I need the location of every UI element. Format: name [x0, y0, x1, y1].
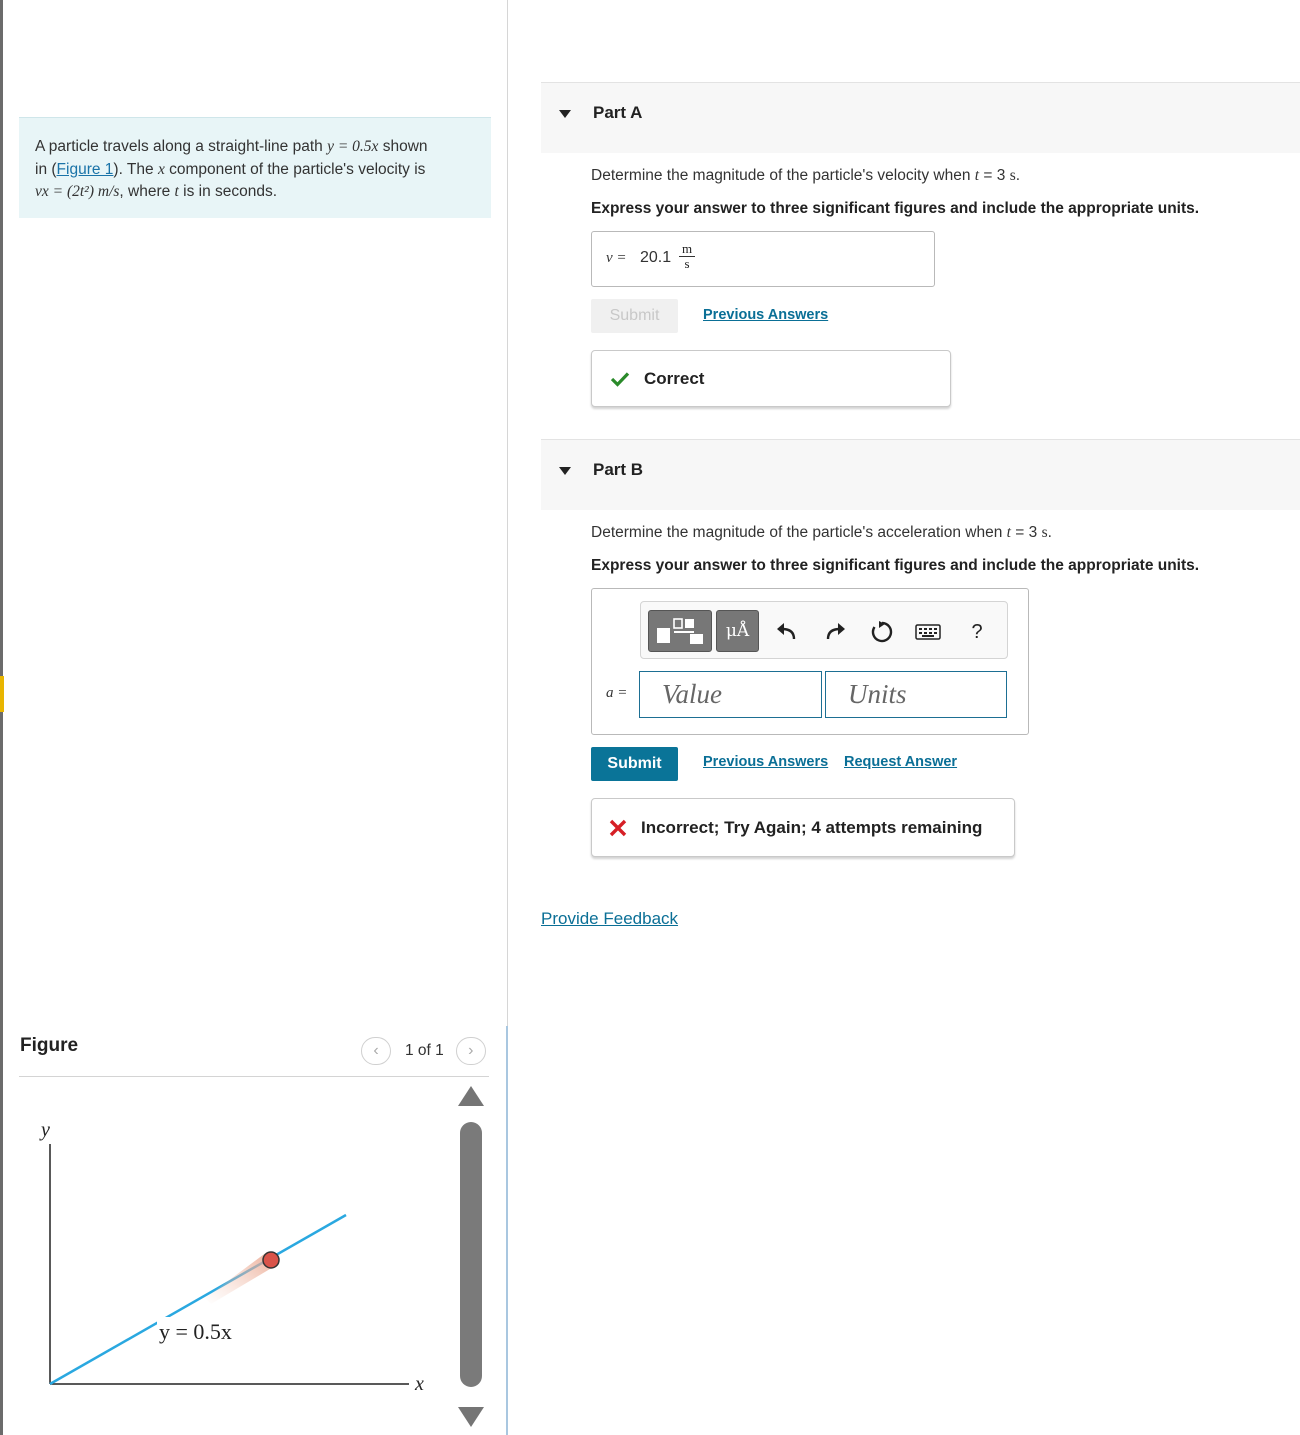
template-button[interactable]	[648, 610, 712, 652]
part-a-answer-unit: m s	[679, 242, 695, 271]
units-input[interactable]: Units	[825, 671, 1007, 718]
part-b-submit-button[interactable]: Submit	[591, 747, 678, 781]
scroll-down-arrow[interactable]	[458, 1407, 484, 1427]
equation-path: y = 0.5x	[327, 138, 379, 155]
particle	[263, 1252, 279, 1268]
undo-icon[interactable]	[773, 618, 801, 646]
templates-icon	[654, 616, 706, 646]
caret-down-icon	[559, 110, 571, 118]
problem-statement: A particle travels along a straight-line path y = 0.5x shown in (Figure 1). The x component of the particle's velocity is vx = (2t²) m/s, where t is in seconds.	[19, 117, 491, 218]
part-a-label: Part A	[593, 103, 643, 122]
part-a-previous-answers-link[interactable]: Previous Answers	[703, 307, 829, 323]
value-input[interactable]: Value	[639, 671, 822, 718]
part-b-feedback-text: Incorrect; Try Again; 4 attempts remaining	[641, 817, 983, 837]
redo-icon[interactable]	[821, 618, 849, 646]
figure-title: Figure	[20, 1035, 79, 1056]
equation-velocity: vx = (2t²) m/s	[35, 183, 120, 200]
figure-next-button[interactable]	[456, 1037, 486, 1065]
part-a-instruction: Express your answer to three significant figures and include the appropriate units.	[591, 200, 1200, 217]
keyboard-icon[interactable]	[914, 618, 942, 646]
figure-link[interactable]: Figure 1	[56, 160, 114, 178]
part-b-previous-answers-link[interactable]: Previous Answers	[703, 754, 829, 770]
figure-equation-label: y = 0.5x	[159, 1319, 232, 1344]
part-a-question: Determine the magnitude of the particle's velocity when t = 3 s.	[591, 167, 1021, 184]
part-b-feedback	[591, 798, 1015, 857]
part-b-question: Determine the magnitude of the particle's acceleration when t = 3 s.	[591, 524, 1052, 541]
help-button[interactable]: ?	[971, 620, 983, 643]
provide-feedback-link[interactable]: Provide Feedback	[541, 909, 679, 928]
chevron-right-icon: ›	[468, 1042, 474, 1059]
part-a-answer-variable: v =	[606, 250, 627, 266]
part-a-answer-box	[591, 231, 935, 287]
cross-icon	[609, 819, 627, 837]
path-line	[50, 1215, 346, 1384]
caret-down-icon	[559, 467, 571, 475]
pane-divider-highlight	[506, 1026, 508, 1435]
figure-navigation	[361, 1037, 486, 1065]
figure-prev-button[interactable]	[361, 1037, 391, 1065]
part-a-submit-button[interactable]: Submit	[591, 299, 678, 333]
request-answer-link[interactable]: Request Answer	[844, 754, 958, 770]
x-axis-label: x	[415, 1373, 424, 1395]
part-b-answer-frame	[591, 588, 1029, 735]
figure-count: 1 of 1	[405, 1042, 444, 1059]
figure-diagram	[19, 1080, 449, 1430]
scroll-up-arrow[interactable]	[458, 1086, 484, 1106]
chevron-left-icon: ‹	[373, 1042, 379, 1059]
part-b-header[interactable]	[541, 439, 1300, 510]
units-button[interactable]: μÅ	[716, 610, 759, 652]
part-b-answer-variable: a =	[606, 685, 628, 701]
scrollbar-thumb[interactable]	[460, 1122, 482, 1387]
y-axis-label: y	[41, 1119, 50, 1141]
part-a-feedback	[591, 350, 951, 407]
math-toolbar	[640, 601, 1008, 659]
reset-icon[interactable]	[868, 618, 896, 646]
window-edge-marker	[0, 676, 4, 712]
part-a-header[interactable]	[541, 82, 1300, 153]
window-left-edge	[0, 0, 3, 1435]
part-b-label: Part B	[593, 460, 644, 479]
checkmark-icon	[610, 371, 630, 387]
part-b-instruction: Express your answer to three significant figures and include the appropriate units.	[591, 557, 1200, 574]
part-a-answer-value: 20.1	[640, 249, 672, 266]
figure-divider	[19, 1076, 489, 1077]
part-a-feedback-text: Correct	[644, 368, 705, 388]
